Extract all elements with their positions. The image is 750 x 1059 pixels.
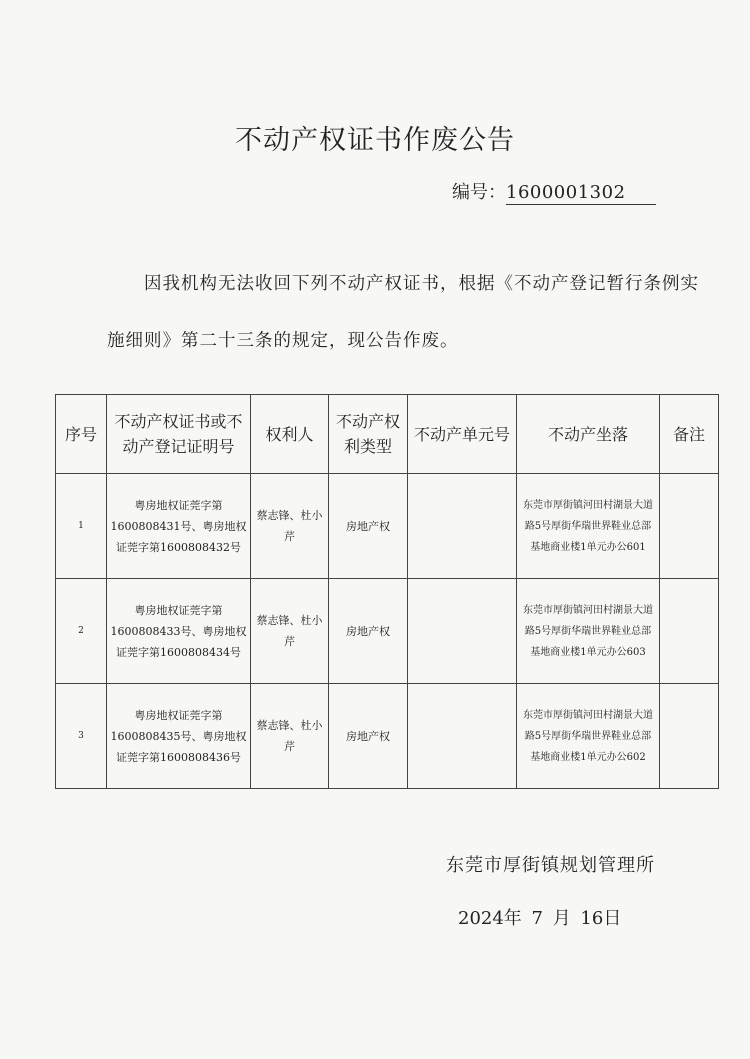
row-unit-number bbox=[408, 684, 517, 789]
row-note bbox=[660, 579, 719, 684]
header-right-holder: 权利人 bbox=[251, 395, 329, 474]
row-right-type: 房地产权 bbox=[329, 474, 408, 579]
row-certificate-number: 粤房地权证莞字第1600808431号、粤房地权证莞字第1600808432号 bbox=[107, 474, 251, 579]
row-unit-number bbox=[408, 579, 517, 684]
table-row bbox=[56, 684, 719, 789]
intro-paragraph bbox=[107, 256, 707, 370]
row-index: 1 bbox=[56, 474, 107, 579]
row-index: 3 bbox=[56, 684, 107, 789]
row-certificate-number: 粤房地权证莞字第1600808433号、粤房地权证莞字第1600808434号 bbox=[107, 579, 251, 684]
row-right-holder: 蔡志锋、杜小芹 bbox=[251, 579, 329, 684]
row-right-holder: 蔡志锋、杜小芹 bbox=[251, 474, 329, 579]
row-location: 东莞市厚街镇河田村湖景大道路5号厚街华瑞世界鞋业总部基地商业楼1单元办公603 bbox=[517, 579, 660, 684]
table-header-row bbox=[56, 395, 719, 474]
row-right-holder: 蔡志锋、杜小芹 bbox=[251, 684, 329, 789]
header-unit-number: 不动产单元号 bbox=[408, 395, 517, 474]
row-unit-number bbox=[408, 474, 517, 579]
document-number bbox=[452, 178, 656, 205]
issuing-organization: 东莞市厚街镇规划管理所 bbox=[446, 855, 655, 876]
document-number-label: 编号： bbox=[452, 182, 506, 203]
row-certificate-number: 粤房地权证莞字第1600808435号、粤房地权证莞字第1600808436号 bbox=[107, 684, 251, 789]
table-row bbox=[56, 474, 719, 579]
header-right-type: 不动产权利类型 bbox=[329, 395, 408, 474]
certificate-table bbox=[55, 394, 719, 789]
page-title: 不动产权证书作废公告 bbox=[235, 125, 515, 156]
header-location: 不动产坐落 bbox=[517, 395, 660, 474]
table-row bbox=[56, 579, 719, 684]
row-note bbox=[660, 684, 719, 789]
intro-line-2: 施细则》第二十三条的规定，现公告作废。 bbox=[107, 331, 459, 351]
document-number-value: 1600001302 bbox=[506, 182, 656, 205]
row-location: 东莞市厚街镇河田村湖景大道路5号厚街华瑞世界鞋业总部基地商业楼1单元办公602 bbox=[517, 684, 660, 789]
row-location: 东莞市厚街镇河田村湖景大道路5号厚街华瑞世界鞋业总部基地商业楼1单元办公601 bbox=[517, 474, 660, 579]
header-index: 序号 bbox=[56, 395, 107, 474]
header-certificate-number: 不动产权证书或不动产登记证明号 bbox=[107, 395, 251, 474]
row-right-type: 房地产权 bbox=[329, 684, 408, 789]
row-note bbox=[660, 474, 719, 579]
row-index: 2 bbox=[56, 579, 107, 684]
row-right-type: 房地产权 bbox=[329, 579, 408, 684]
issue-date: 2024年 7 月 16日 bbox=[458, 908, 622, 929]
intro-line-1: 因我机构无法收回下列不动产权证书，根据《不动产登记暂行条例实 bbox=[144, 274, 699, 294]
header-note: 备注 bbox=[660, 395, 719, 474]
